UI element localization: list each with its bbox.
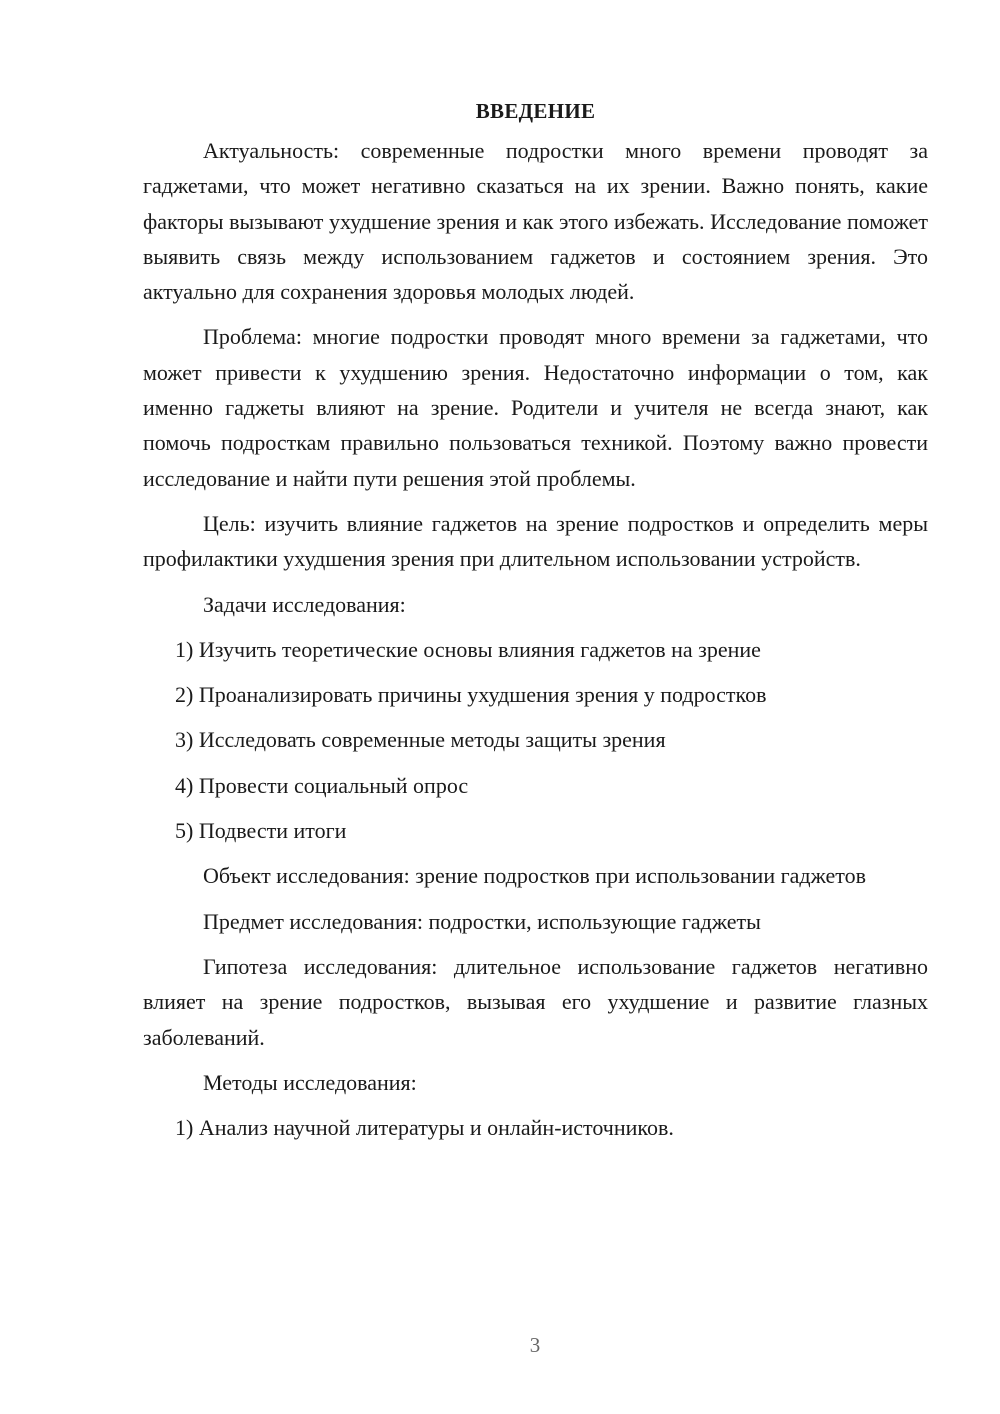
page-content: [143, 96, 928, 1155]
methods-list: [143, 1110, 928, 1145]
paragraph-goal: Цель: изучить влияние гаджетов на зрение подростков и определить меры профилактики ухудшения зрения при длительном использовании устройств.: [143, 510, 928, 572]
paragraph-relevance: Актуальность: современные подростки много времени проводят за гаджетами, что может негативно сказаться на их зрении. Важно понять, какие факторы вызывают ухудшение зрения и как этого избежать. Исследование поможет выявить связь между использованием гаджетов и состоянием зрения. Это актуально для сохранения здоровья молодых людей.: [143, 138, 928, 305]
list-item: 5) Подвести итоги: [175, 818, 347, 844]
methods-heading: Методы исследования:: [203, 1069, 417, 1095]
list-item: 3) Исследовать современные методы защиты зрения: [175, 727, 666, 753]
tasks-list: [143, 632, 928, 848]
list-item: 1) Анализ научной литературы и онлайн-источников.: [175, 1115, 674, 1141]
list-item: 2) Проанализировать причины ухудшения зрения у подростков: [175, 682, 767, 708]
paragraph-hypothesis: Гипотеза исследования: длительное использование гаджетов негативно влияет на зрение подростков, вызывая его ухудшение и развитие глазных заболеваний.: [143, 953, 928, 1050]
list-item: 1) Изучить теоретические основы влияния гаджетов на зрение: [175, 636, 761, 662]
section-title: ВВЕДЕНИЕ: [475, 99, 596, 123]
paragraph-problem: Проблема: многие подростки проводят много времени за гаджетами, что может привести к ухудшению зрения. Недостаточно информации о том, как именно гаджеты влияют на зрение. Родители и учителя не всегда знают, как помочь подросткам правильно пользоваться техникой. Поэтому важно провести исследование и найти пути решения этой проблемы.: [143, 324, 928, 491]
list-item: 4) Провести социальный опрос: [175, 772, 469, 798]
paragraph-object: Объект исследования: зрение подростков при использовании гаджетов: [203, 863, 866, 889]
paragraph-subject: Предмет исследования: подростки, использующие гаджеты: [203, 908, 761, 934]
tasks-heading: Задачи исследования:: [203, 591, 406, 617]
page-number: 3: [529, 1333, 541, 1357]
